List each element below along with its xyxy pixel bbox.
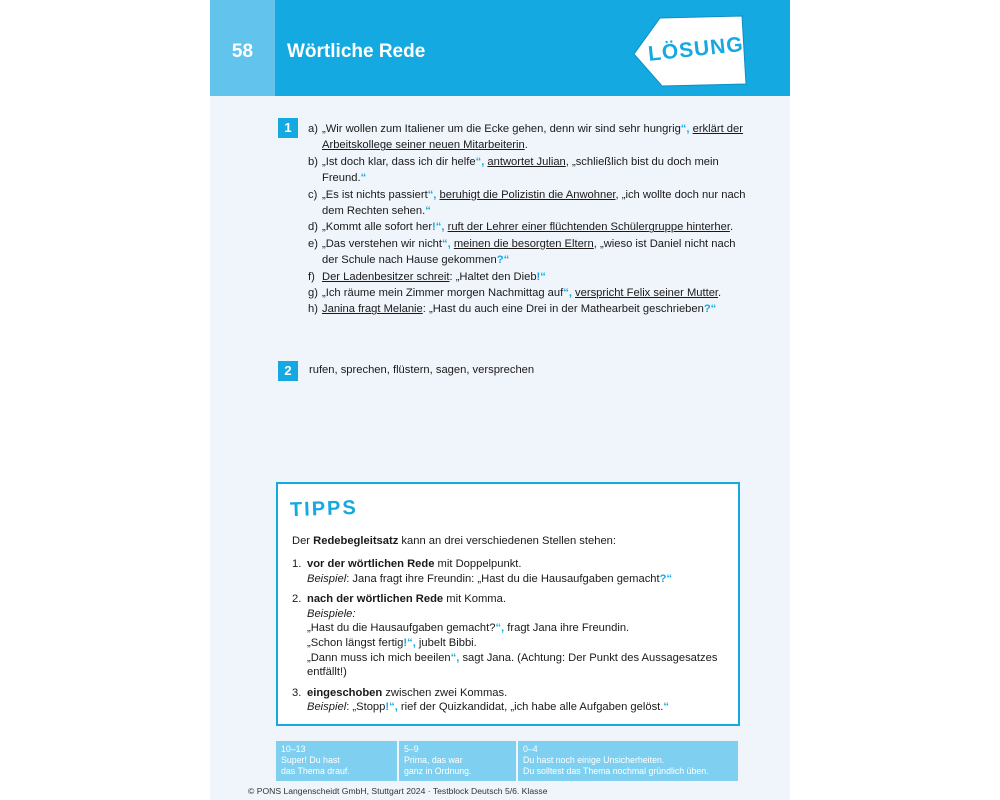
item-text [322,121,748,154]
speech-tag: Janina fragt Melanie [322,303,423,316]
score-line1: Super! Du hast [281,755,340,765]
quote-mark: ?“ [659,572,673,585]
score-column [399,741,518,781]
text-run: : „Stopp [346,701,386,714]
speech-tag: antwortet Julian [487,155,566,168]
quote-mark: “, [495,622,505,635]
text-run: : „Haltet den Dieb [449,270,537,283]
score-column [518,741,738,781]
item-text [322,187,748,220]
quote-mark: !“, [403,636,416,649]
exercise-1-number: 1 [278,118,298,138]
text-run: sagt Jana. (Achtung: Der Punkt des Aussagesatzes entfällt!) [307,651,718,679]
score-line2: ganz in Ordnung. [403,766,472,776]
tip-number: 3. [292,686,302,699]
text-run: . [718,287,722,300]
text-run: : „Hast du auch eine Drei in der Mathearbeit geschrieben [422,303,704,316]
tip-line [307,621,732,636]
item-letter: d) [308,221,318,234]
quote-mark: “, [563,287,572,300]
text-run: „Das verstehen wir nicht [322,237,442,250]
item-text [322,219,748,235]
quote-mark: “, [450,651,460,664]
tip-line [307,686,732,701]
exercise-1-item [308,121,748,154]
exercise-1-item [308,301,748,317]
quote-mark: “, [427,188,437,201]
tip-number: 2. [292,593,302,606]
tip-body [307,592,732,680]
text-run: „Wir wollen zum Italiener um die Ecke gehen, denn wir sind sehr hungrig [322,123,681,135]
tip-item [292,557,732,586]
score-column [276,741,399,781]
speech-tag: beruhigt die Polizistin die Anwohner [439,188,616,201]
page-number: 58 [210,0,275,96]
text-run: fragt Jana ihre Freundin. [504,622,630,635]
tip-line [307,636,732,651]
copyright: © PONS Langenscheidt GmbH, Stuttgart 2024 · Testblock Deutsch 5/6. Klasse [248,786,548,796]
speech-tag: erklärt der Arbeitskollege seiner neuen Mitarbeiterin [322,123,743,152]
text-run: , „ich wollte doch nur nach dem Rechten sehen. [322,188,746,218]
score-band [276,741,738,781]
text-run: kann an drei verschiedenen Stellen stehen: [398,535,617,547]
item-letter: a) [308,123,318,135]
text-run: jubelt Bibbi. [415,636,477,649]
text-run: eingeschoben [307,686,383,699]
score-line2: Du solltest das Thema nochmal gründlich üben. [522,766,709,776]
text-run: „Es ist nichts passiert [322,188,428,201]
tip-body [307,686,732,715]
text-run: . [729,221,734,234]
score-range: 5–9 [403,744,419,754]
worksheet-page [210,0,790,800]
text-run: „Dann muss ich mich beeilen [307,651,451,664]
text-run: „Schon längst fertig [307,636,404,649]
text-run: Beispiel [307,701,347,714]
quote-mark: !“, [432,221,445,234]
tip-line [307,607,732,622]
quote-mark: !“, [385,701,398,714]
speech-tag: ruft der Lehrer einer flüchtenden Schülergruppe hinterher [447,221,730,234]
text-run: , „wieso ist Daniel nicht nach der Schule nach Hause gekommen [322,237,736,267]
page-header [210,0,790,96]
text-run: „Ist doch klar, dass ich dir helfe [322,155,476,168]
exercise-2-number: 2 [278,361,298,381]
tips-box [276,482,740,726]
item-text [322,236,748,269]
tip-line [307,557,732,572]
tips-title: TIPPS [289,496,359,522]
text-run: vor der wörtlichen Rede [307,558,435,570]
exercise-1-item [308,219,748,235]
item-letter: c) [308,188,318,201]
speech-tag: verspricht Felix seiner Mutter [575,287,719,300]
item-text [322,154,748,187]
text-run: Beispiele: [307,607,356,620]
exercise-1-item [308,187,748,220]
tip-number: 1. [292,558,302,570]
item-text [322,301,748,317]
item-text [322,269,748,285]
text-run: „Ich räume mein Zimmer morgen Nachmittag auf [322,287,564,300]
text-run: . [524,139,528,152]
text-run: zwischen zwei Kommas. [382,686,508,699]
item-text [322,285,748,301]
score-range: 10–13 [281,744,306,754]
speech-tag: meinen die besorgten Eltern [453,237,594,250]
quote-mark: “ [663,701,669,714]
score-range: 0–4 [522,744,538,754]
tips-list [292,557,732,721]
quote-mark: “, [475,155,485,168]
exercise-2-answer: rufen, sprechen, flüstern, sagen, versprechen [309,364,535,376]
quote-mark: “ [425,205,431,218]
item-letter: g) [308,287,318,300]
quote-mark: ?“ [703,303,717,316]
quote-mark: !“ [536,270,546,283]
exercise-1-item [308,285,748,301]
text-run: , „schließlich bist du doch mein Freund. [322,155,719,185]
item-letter: b) [308,155,318,168]
text-run: Beispiel [307,572,347,585]
text-run: : Jana fragt ihre Freundin: „Hast du die Hausaufgaben gemacht [346,572,660,585]
text-run: „Kommt alle sofort her [322,221,433,234]
exercise-1-item [308,236,748,269]
quote-mark: “, [680,123,690,135]
score-line1: Prima, das war [403,755,463,765]
tip-line [307,592,732,607]
exercise-1-item [308,154,748,187]
item-letter: h) [308,303,318,316]
quote-mark: “ [360,172,367,185]
text-run: Der [292,535,314,547]
solution-badge-label: LÖSUNG [647,32,745,66]
text-run: rief der Quizkandidat, „ich habe alle Aufgaben gelöst. [397,701,664,714]
tip-line [307,700,732,715]
text-run: Redebegleitsatz [313,535,399,547]
exercise-1-item [308,269,748,285]
exercise-1-list [308,121,748,318]
tips-intro [292,535,616,547]
speech-tag: Der Ladenbesitzer schreit [322,270,450,283]
text-run: nach der wörtlichen Rede [307,593,444,606]
tip-item [292,686,732,715]
tip-body [307,557,732,586]
text-run: mit Doppelpunkt. [434,558,522,570]
tip-line [307,651,732,680]
quote-mark: ?“ [496,254,510,267]
page-title: Wörtliche Rede [287,41,426,62]
text-run: mit Komma. [443,593,506,606]
tip-line [307,572,732,587]
item-letter: f) [308,270,315,283]
text-run: „Hast du die Hausaufgaben gemacht? [307,622,496,635]
tip-item [292,592,732,680]
score-line2: das Thema drauf. [281,766,350,776]
quote-mark: “, [442,237,451,250]
item-letter: e) [308,237,318,250]
score-line1: Du hast noch einige Unsicherheiten. [522,755,665,765]
